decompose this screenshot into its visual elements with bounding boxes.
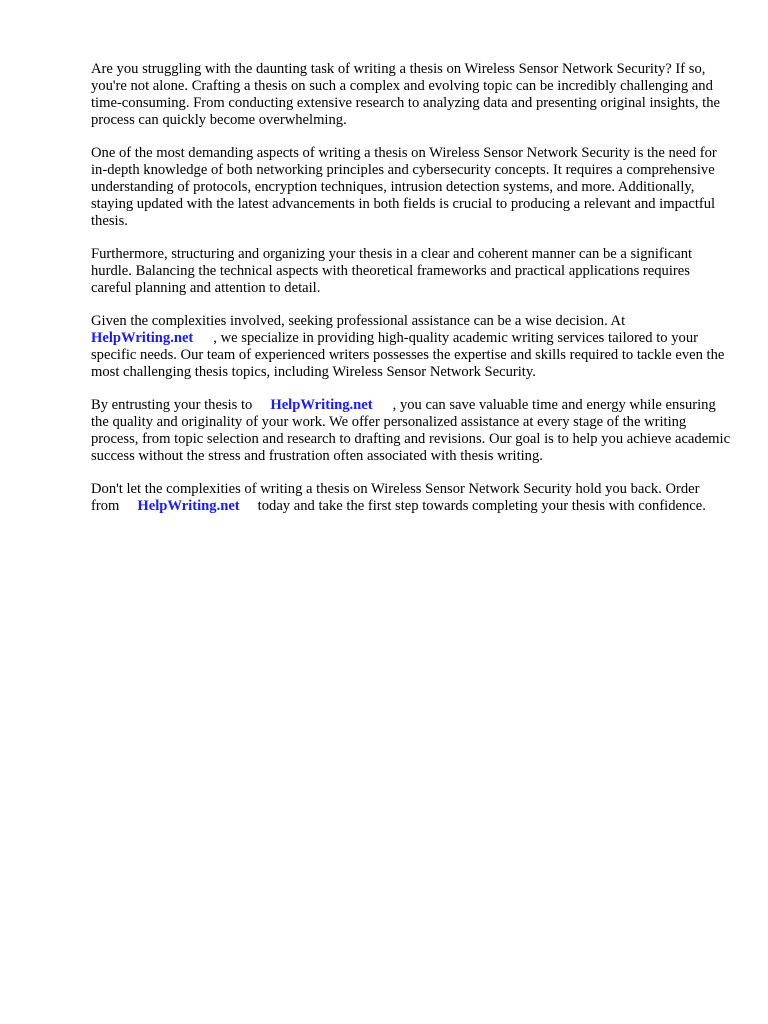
paragraph-text-before: By entrusting your thesis to [91, 397, 253, 413]
paragraph-text: Furthermore, structuring and organizing your thesis in a clear and coherent manner can be a significant hurdle. Balancing the technical aspects with theoretical frameworks and practical applications requires careful planning and attention to detail. [91, 246, 693, 296]
paragraph-text-after: today and take the first step towards completing your thesis with confidence. [257, 498, 706, 514]
paragraph-text: One of the most demanding aspects of writing a thesis on Wireless Sensor Network Security is the need for in-depth knowledge of both networking principles and cybersecurity concepts. It requires a comprehensive understanding of protocols, encryption techniques, intrusion detection systems, and more. Additionally, staying updated with the latest advancements in both fields is crucial to producing a relevant and impactful thesis. [91, 145, 717, 229]
helpwriting-link[interactable]: HelpWriting.net [91, 330, 194, 346]
paragraph-knowledge [91, 145, 731, 230]
helpwriting-link[interactable]: HelpWriting.net [137, 498, 240, 514]
paragraph-text-after: , we specialize in providing high-quality academic writing services tailored to your specific needs. Our team of experienced writers possesses the expertise and skills required to tackle even the most challenging thesis topics, including Wireless Sensor Network Security. [91, 330, 725, 380]
document-body [91, 61, 731, 531]
helpwriting-link[interactable]: HelpWriting.net [270, 397, 373, 413]
paragraph-intro [91, 61, 731, 129]
paragraph-structure [91, 246, 731, 297]
paragraph-text: Are you struggling with the daunting task of writing a thesis on Wireless Sensor Network Security? If so, you're not alone. Crafting a thesis on such a complex and evolving topic can be incredibly challenging and time-consuming. From conducting extensive research to analyzing data and presenting original insights, the process can quickly become overwhelming. [91, 61, 720, 128]
paragraph-entrusting [91, 397, 731, 465]
paragraph-call-to-action [91, 481, 731, 515]
paragraph-assistance [91, 313, 731, 381]
paragraph-text-before: Don't let the complexities of writing a thesis on Wireless Sensor Network Security hold you back. Order from [91, 481, 700, 514]
paragraph-text-after: , you can save valuable time and energy while ensuring the quality and originality of your work. We offer personalized assistance at every stage of the writing process, from topic selection and research to drafting and revisions. Our goal is to help you achieve academic success without the stress and frustration often associated with thesis writing. [91, 397, 731, 464]
paragraph-text-before: Given the complexities involved, seeking professional assistance can be a wise decision. At [91, 313, 626, 329]
